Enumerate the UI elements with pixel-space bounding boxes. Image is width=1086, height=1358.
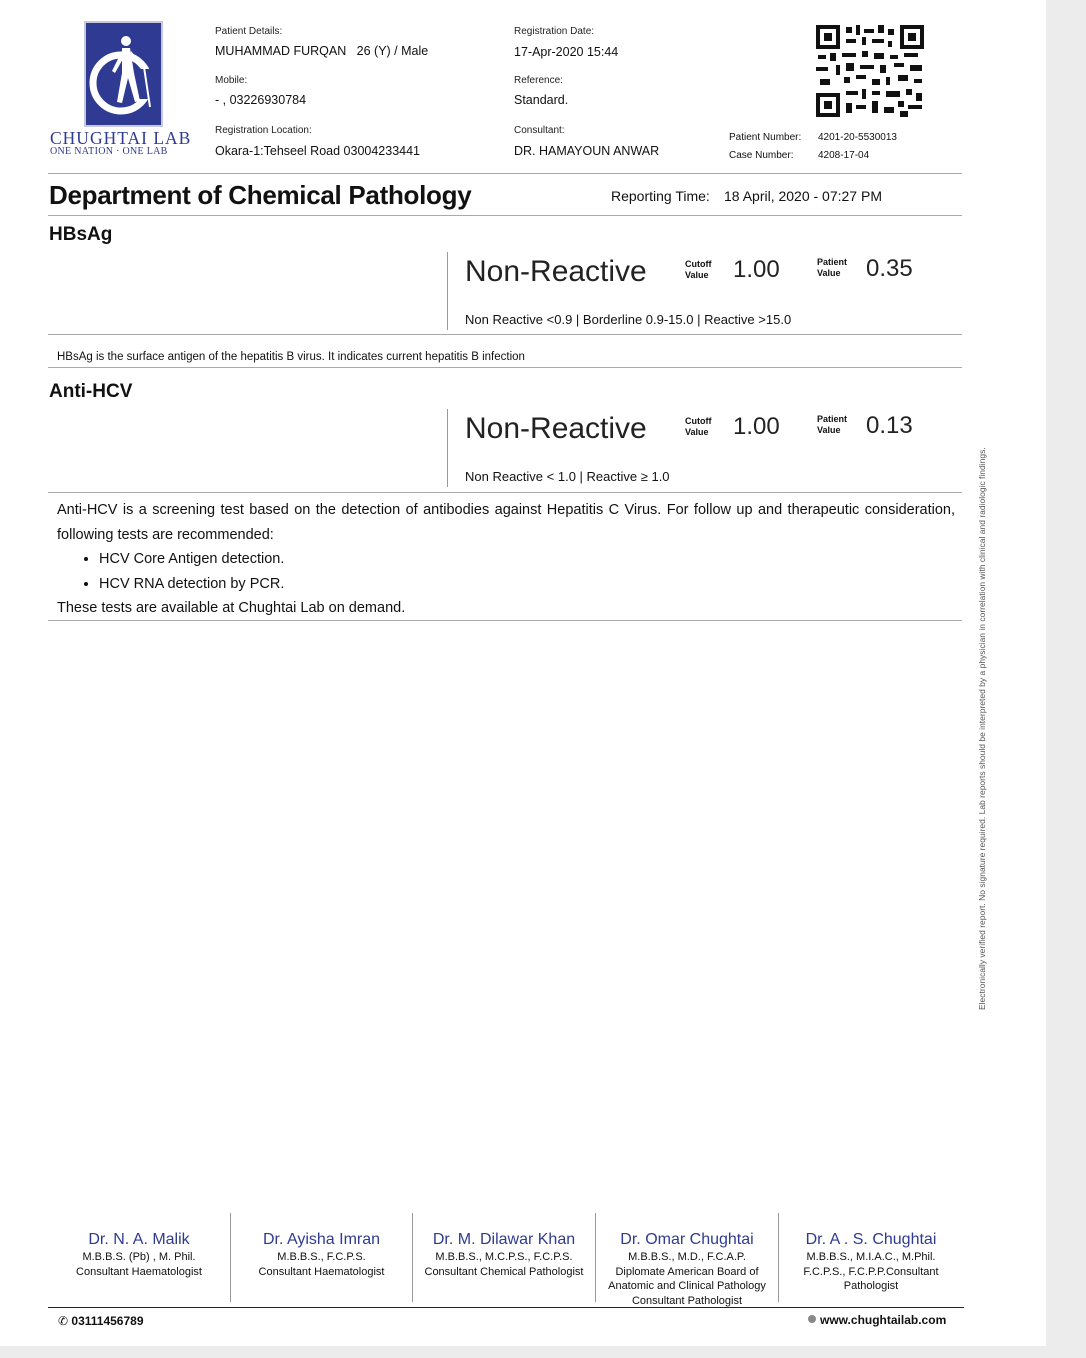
hbsag-patient-label: Patient Value — [817, 257, 848, 278]
phone-number: 03111456789 — [71, 1314, 144, 1328]
hbsag-note: HBsAg is the surface antigen of the hepatitis B virus. It indicates current hepatitis B infection — [57, 351, 525, 363]
lab-logo — [84, 21, 163, 127]
anti-hcv-note-intro: Anti-HCV is a screening test based on the detection of antibodies against Hepatitis C Virus. For follow up and therapeutic consideration, following tests are recommended: — [57, 502, 955, 543]
hbsag-result: Non-Reactive — [465, 255, 647, 288]
anti-hcv-note — [57, 498, 955, 621]
doctor-signature-3: Dr. M. Dilawar Khan M.B.B.S., M.C.P.S., F.C.P.S. Consultant Chemical Pathologist — [424, 1231, 584, 1278]
anti-hcv-divider — [48, 492, 962, 493]
patient-details-label: Patient Details: — [215, 26, 283, 37]
result-separator — [447, 252, 448, 330]
lab-name: CHUGHTAI LAB — [50, 128, 192, 148]
footer-phone[interactable] — [58, 1314, 144, 1328]
consultant-value: DR. HAMAYOUN ANWAR — [514, 144, 660, 158]
lab-logo-text — [50, 130, 200, 157]
globe-icon — [808, 1315, 816, 1323]
location-label: Registration Location: — [215, 125, 312, 136]
list-item: • HCV Core Antigen detection. — [99, 547, 955, 572]
hbsag-reference-range: Non Reactive <0.9 | Borderline 0.9-15.0 | Reactive >15.0 — [465, 312, 792, 327]
consultant-label: Consultant: — [514, 125, 565, 136]
doctor-divider — [230, 1213, 231, 1302]
doctor-divider — [595, 1213, 596, 1302]
patient-details: MUHAMMAD FURQAN 26 (Y) / Male — [215, 44, 429, 58]
mobile-label: Mobile: — [215, 75, 248, 86]
anti-hcv-note-divider — [48, 620, 962, 621]
list-item: • HCV RNA detection by PCR. — [99, 572, 955, 597]
reg-date-value: 17-Apr-2020 15:44 — [514, 45, 619, 59]
case-number-value: 4208-17-04 — [818, 150, 870, 161]
footer-divider — [48, 1307, 964, 1308]
reporting-time-label: Reporting Time: — [611, 188, 710, 204]
anti-hcv-reference-range: Non Reactive < 1.0 | Reactive ≥ 1.0 — [465, 469, 670, 484]
verification-side-note: Electronically verified report. No signature required. Lab reports should be interpreted by a physician in correlation with clinical and radiologic findings. — [977, 447, 987, 1010]
anti-hcv-cutoff-value: 1.00 — [733, 413, 780, 440]
hbsag-cutoff-value: 1.00 — [733, 256, 780, 283]
mobile-value: - , 03226930784 — [215, 93, 307, 107]
header-divider — [48, 173, 962, 174]
department-title: Department of Chemical Pathology — [49, 180, 472, 210]
footer-website[interactable] — [808, 1313, 946, 1327]
hbsag-note-divider — [48, 367, 962, 368]
hbsag-patient-value: 0.35 — [866, 255, 913, 282]
result-separator — [447, 409, 448, 487]
hbsag-cutoff-label: Cutoff Value — [685, 259, 712, 280]
website-link: www.chughtailab.com — [820, 1313, 947, 1327]
walking-man-icon — [86, 23, 161, 125]
patient-number-value: 4201-20-5530013 — [818, 132, 897, 143]
department-divider — [48, 215, 962, 216]
patient-number-label: Patient Number: — [729, 132, 802, 143]
doctor-signature-2: Dr. Ayisha Imran M.B.B.S., F.C.P.S. Consultant Haematologist — [258, 1231, 385, 1278]
doctor-signature-4: Dr. Omar Chughtai M.B.B.S., M.D., F.C.A.P. Diplomate American Board of Anatomic and Clinical Pathology Consultant Pathologist — [608, 1231, 766, 1307]
anti-hcv-cutoff-label: Cutoff Value — [685, 416, 712, 437]
reference-label: Reference: — [514, 75, 563, 86]
test-name-anti-hcv: Anti-HCV — [49, 381, 133, 402]
doctor-divider — [778, 1213, 779, 1302]
anti-hcv-result: Non-Reactive — [465, 412, 647, 445]
doctor-signature-1: Dr. N. A. Malik M.B.B.S. (Pb) , M. Phil. Consultant Haematologist — [76, 1231, 202, 1278]
doctor-divider — [412, 1213, 413, 1302]
lab-tagline: ONE NATION · ONE LAB — [50, 146, 168, 157]
anti-hcv-note-outro: These tests are available at Chughtai Lab on demand. — [57, 600, 406, 616]
test-name-hbsag: HBsAg — [49, 224, 113, 245]
hbsag-divider — [48, 334, 962, 335]
reg-date-label: Registration Date: — [514, 26, 595, 37]
anti-hcv-patient-value: 0.13 — [866, 412, 913, 439]
phone-icon: ✆ — [58, 1314, 69, 1328]
reporting-time-value: 18 April, 2020 - 07:27 PM — [724, 188, 882, 204]
doctor-signature-5: Dr. A . S. Chughtai M.B.B.S., M.I.A.C., M.Phil. F.C.P.S., F.C.P.P.Consultant Pathologist — [803, 1231, 939, 1292]
anti-hcv-patient-label: Patient Value — [817, 414, 848, 435]
recommended-tests-list — [57, 547, 955, 596]
location-value: Okara-1:Tehseel Road 03004233441 — [215, 144, 421, 158]
case-number-label: Case Number: — [729, 150, 794, 161]
qr-code-icon — [816, 25, 924, 117]
reference-value: Standard. — [514, 93, 569, 107]
